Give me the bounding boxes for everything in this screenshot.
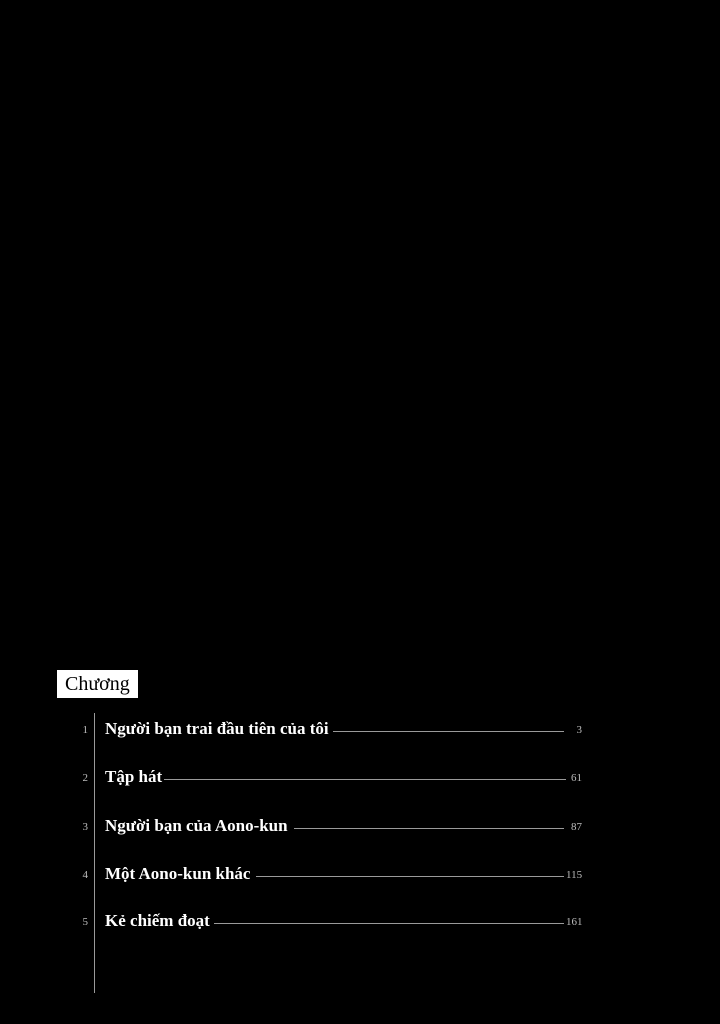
toc-entry-5 <box>0 910 720 934</box>
toc-entry-number: 2 <box>82 772 88 784</box>
toc-entry-4 <box>0 863 720 887</box>
toc-entry-3 <box>0 815 720 839</box>
toc-entry-1 <box>0 718 720 742</box>
toc-leader-line <box>214 923 564 924</box>
toc-entry-title: Kẻ chiếm đoạt <box>105 911 210 930</box>
toc-entry-number: 1 <box>82 724 88 736</box>
toc-leader-line <box>333 731 564 732</box>
toc-leader-line <box>256 876 564 877</box>
toc-entry-2 <box>0 766 720 790</box>
toc-entry-number: 3 <box>82 821 88 833</box>
toc-entry-page: 87 <box>571 821 582 833</box>
toc-entry-number: 4 <box>82 869 88 881</box>
toc-heading: Chương <box>57 670 138 698</box>
toc-entry-title: Tập hát <box>105 767 163 786</box>
toc-entry-number: 5 <box>82 916 88 928</box>
toc-entry-page: 61 <box>571 772 582 784</box>
toc-leader-line <box>294 828 564 829</box>
toc-entry-page: 115 <box>566 869 583 881</box>
toc-entry-page: 161 <box>566 916 583 928</box>
toc-leader-line <box>164 779 566 780</box>
toc-entry-title: Người bạn trai đầu tiên của tôi <box>105 719 329 738</box>
toc-entry-title: Một Aono-kun khác <box>105 864 251 883</box>
toc-entry-page: 3 <box>576 724 582 736</box>
toc-entry-title: Người bạn của Aono-kun <box>105 816 288 835</box>
